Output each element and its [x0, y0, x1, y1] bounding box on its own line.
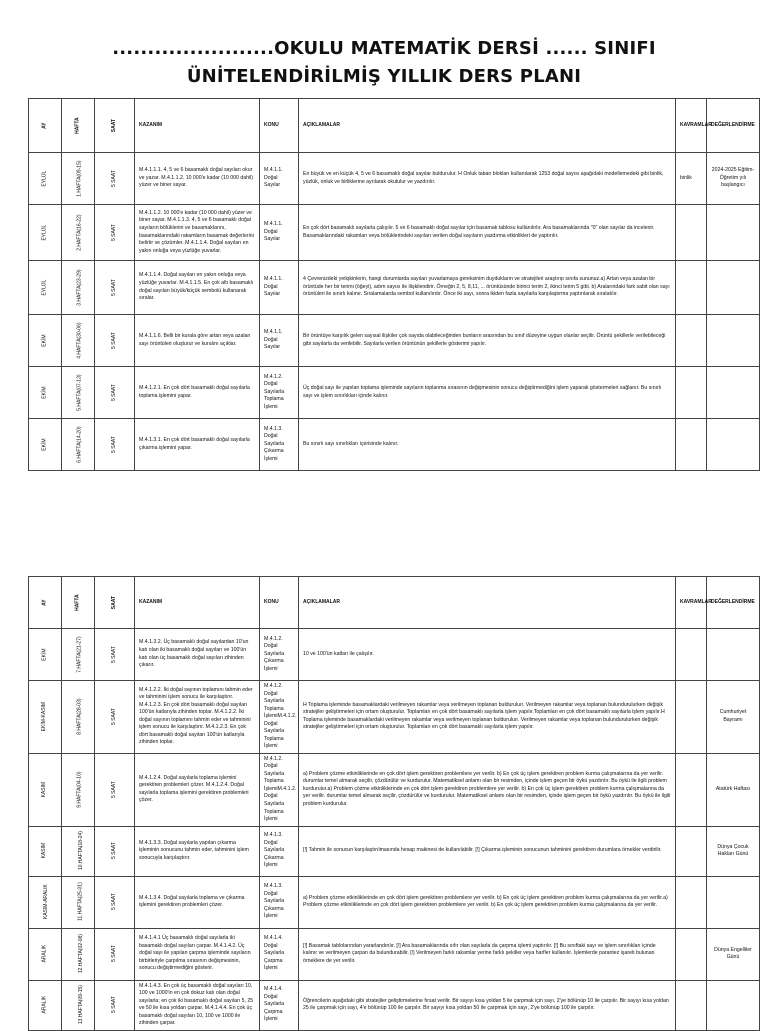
- hours-cell: 5 SAAT: [95, 928, 135, 980]
- evaluation-cell: [707, 629, 760, 681]
- outcome-cell: M.4.1.3.3. Doğal sayılarla yapılan çıkarma işleminin sonucunu tahmin eder, tahminini işlem sonucuyla karşılaştırır.: [135, 826, 260, 876]
- week-cell: 10.HAFTA(18-24): [62, 826, 95, 876]
- month-cell: EKİM: [29, 367, 62, 419]
- plan-table-1: [28, 98, 760, 471]
- month-cell: ARALIK: [29, 928, 62, 980]
- explanation-cell: Bir örüntüye karşılık gelen sayısal ilişkiler çok sayıda olabileceğinden bunların arasından bu sınıf düzeyine uygun olanlar seçilir. Örüntü şekillerle verilebileceği gibi sayılarla da verilebilir. Sayılarla verilen örüntünün şekillerle gösterimi yapılır.: [299, 315, 676, 367]
- header-konu: KONU: [260, 577, 299, 629]
- table-row: [29, 205, 760, 261]
- evaluation-cell: [707, 419, 760, 471]
- table-row: [29, 928, 760, 980]
- hours-cell: 5 SAAT: [95, 153, 135, 205]
- table-row: [29, 315, 760, 367]
- week-cell: 13.HAFTA(09-15): [62, 980, 95, 1030]
- week-cell: 11.HAFTA(25-01): [62, 876, 95, 928]
- month-cell: EKİM: [29, 629, 62, 681]
- outcome-cell: M.4.1.1.6. Belli bir kurala göre artan veya azalan sayı örüntüleri oluşturur ve kuralını açıklar.: [135, 315, 260, 367]
- concepts-cell: [676, 826, 707, 876]
- table-row: [29, 367, 760, 419]
- hours-cell: 5 SAAT: [95, 681, 135, 754]
- week-cell: 4.HAFTA(30-06): [62, 315, 95, 367]
- evaluation-cell: 2024-2025 Eğitim-Öğretim yılı başlangıcı: [707, 153, 760, 205]
- month-cell: EKİM-KASIM: [29, 681, 62, 754]
- table-row: [29, 876, 760, 928]
- week-cell: 7.HAFTA(21-27): [62, 629, 95, 681]
- outcome-cell: M.4.1.2.1. En çok dört basamaklı doğal sayılarla toplama işlemini yapar.: [135, 367, 260, 419]
- evaluation-cell: Dünya Çocuk Hakları Günü: [707, 826, 760, 876]
- evaluation-cell: [707, 980, 760, 1030]
- topic-cell: M.4.1.2. Doğal Sayılarla Çıkarma İşlemi: [260, 629, 299, 681]
- explanation-cell: En büyük ve en küçük 4, 5 ve 6 basamaklı doğal sayılar buldurulur. H Onluk taban blokları kullanılarak 1253 doğal sayısı aşağıdaki modellemedeki gibi binlik, yüzlük, onluk ve birliklerine ayrılarak okutulur ve yazdırılır.: [299, 153, 676, 205]
- hours-cell: 5 SAAT: [95, 315, 135, 367]
- week-cell: 2.HAFTA(16-22): [62, 205, 95, 261]
- header-ay: AY: [29, 577, 62, 629]
- topic-cell: M.4.1.3. Doğal Sayılarla Çıkarma İşlemi: [260, 826, 299, 876]
- topic-cell: M.4.1.4. Doğal Sayılarla Çarpma İşlemi: [260, 980, 299, 1030]
- week-cell: 12.HAFTA(02-08): [62, 928, 95, 980]
- evaluation-cell: [707, 367, 760, 419]
- hours-cell: 5 SAAT: [95, 419, 135, 471]
- explanation-cell: 10 ve 100'ün katları ile çalışılır.: [299, 629, 676, 681]
- topic-cell: M.4.1.2. Doğal Sayılarla Toplama İşlemi: [260, 367, 299, 419]
- hours-cell: 5 SAAT: [95, 753, 135, 826]
- table-row: [29, 261, 760, 315]
- outcome-cell: M.4.1.3.4. Doğal sayılarla toplama ve çıkarma işlemini gerektiren problemleri çözer.: [135, 876, 260, 928]
- topic-cell: M.4.1.2. Doğal Sayılarla Toplama İşlemiM.4.1.2. Doğal Sayılarla Toplama İşlemi: [260, 753, 299, 826]
- table-row: [29, 826, 760, 876]
- month-cell: EYLÜL: [29, 205, 62, 261]
- concepts-cell: [676, 367, 707, 419]
- explanation-cell: [!] Basamak tablolarından yararlandırılır. [!] Ara basamaklarında sıfır olan sayılarla da çarpma işlemi yaptırılır. [!] Bu sınıftaki sayı ve işlem sınırlıkları içinde kalınır ve verilmeyen çarpan da bulundurabilir. [!] Verilmeyen farklı rakamlar yerine farklı şekiller veya harfler kullanılır. İşlemlerde parantez işareti bulunan örneklere de yer verilir.: [299, 928, 676, 980]
- table-row: [29, 153, 760, 205]
- header-hafta: HAFTA: [62, 577, 95, 629]
- table-row: [29, 629, 760, 681]
- hours-cell: 5 SAAT: [95, 261, 135, 315]
- header-aciklamalar: AÇIKLAMALAR: [299, 99, 676, 153]
- header-degerlendirme: DEĞERLENDİRME: [707, 577, 760, 629]
- outcome-cell: M.4.1.1.1. 4, 5 ve 6 basamaklı doğal sayıları okur ve yazar. M.4.1.1.2. 10 000'e kadar (10 000 dahil) yüzer ve biner sayar.: [135, 153, 260, 205]
- topic-cell: M.4.1.2. Doğal Sayılarla Toplama İşlemiM.4.1.2. Doğal Sayılarla Toplama İşlemi: [260, 681, 299, 754]
- hours-cell: 5 SAAT: [95, 826, 135, 876]
- concepts-cell: [676, 315, 707, 367]
- outcome-cell: M.4.1.1.2. 10 000'e kadar (10 000 dahil) yüzer ve biner sayar. M.4.1.1.3. 4, 5 ve 6 basamaklı doğal sayıların bölüklerini ve basamaklarını, basamaklarındaki rakamların basamak değerlerini belirtir ve çözümler. M.4.1.1.4. Doğal sayıları en yakın onluğa veya yüzlüğe yuvarlar.: [135, 205, 260, 261]
- hours-cell: 5 SAAT: [95, 205, 135, 261]
- month-cell: ARALIK: [29, 980, 62, 1030]
- topic-cell: M.4.1.1. Doğal Sayılar: [260, 205, 299, 261]
- concepts-cell: binlik: [676, 153, 707, 205]
- header-kavramlar: KAVRAMLAR: [676, 577, 707, 629]
- topic-cell: M.4.1.1. Doğal Sayılar: [260, 261, 299, 315]
- hours-cell: 5 SAAT: [95, 876, 135, 928]
- explanation-cell: 4 Çevrenizdeki yetişkinlerin, hangi durumlarda sayıları yuvarlamaya gereksinim duydukların ve stratejileri araştırıp sınıfa sununuz.a) Artan veya azalan bir örüntüde her bir terimi (öğeyi), adım sayısı ile ilişkilendirir. Örneğin 2, 5, 8,11, ... örüntüsünde birinci terim 2, ikinci terim 5 gibi. b) Aralarındaki fark sabit olan sayı örüntüleri ile sınırlı kalınır. Sıralamalarda sembol kullanılırdır. Önce iki sayı, sonra ikiden fazla sayılarla karşılaştırma yaptırılarak sıralatılır.: [299, 261, 676, 315]
- header-saat: SAAT: [95, 577, 135, 629]
- outcome-cell: M.4.1.1.4. Doğal sayıları en yakın onluğa veya yüzlüğe yuvarlar. M.4.1.1.5. En çok altı basamaklı doğal sayıları büyük/küçük sembolü kullanarak sıralar.: [135, 261, 260, 315]
- outcome-cell: M.4.1.3.2. Üç basamaklı doğal sayılardan 10'un katı olan iki basamaklı doğal sayıları ve 100'ün katı olan üç basamaklı doğal sayıları zihinden çıkarır.: [135, 629, 260, 681]
- month-cell: EKİM: [29, 315, 62, 367]
- table-row: [29, 419, 760, 471]
- topic-cell: M.4.1.3. Doğal Sayılarla Çıkarma İşlemi: [260, 419, 299, 471]
- week-cell: 6.HAFTA(14-20): [62, 419, 95, 471]
- hours-cell: 5 SAAT: [95, 629, 135, 681]
- header-kazanim: KAZANIM: [135, 99, 260, 153]
- plan-table-2: [28, 576, 760, 1031]
- outcome-cell: M.4.1.4.3. En çok üç basamaklı doğal sayıları 10, 100 ve 1000'in en çok dokuz katı olan doğal sayılarla; en çok iki basamaklı doğal sayıları 5, 25 ve 50 ile kısa yoldan çarpar. M.4.1.4.4. En çok üç basamaklı doğal sayıları 10, 100 ve 1000 ile zihinden çarpar.: [135, 980, 260, 1030]
- header-ay: AY: [29, 99, 62, 153]
- month-cell: EYLÜL: [29, 153, 62, 205]
- topic-cell: M.4.1.3. Doğal Sayılarla Çıkarma İşlemi: [260, 876, 299, 928]
- week-cell: 8.HAFTA(28-03): [62, 681, 95, 754]
- table-row: [29, 681, 760, 754]
- document-title-line2: ÜNİTELENDİRİLMİŞ YILLIK DERS PLANI: [186, 66, 582, 87]
- explanation-cell: En çok dört basamaklı sayılarla çalışılır. 5 ve 6 basamaklı doğal sayılar için basamak tablosu kullanılırlır. Ara basamaklarında "0" olan sayılar da incelenir. Basamaklarındaki rakamları veya bölüklerindeki sayıları verilen doğal sayıların yazdırma etkinlikleri de yaptırılır.: [299, 205, 676, 261]
- topic-cell: M.4.1.1. Doğal Sayılar: [260, 153, 299, 205]
- header-aciklamalar: AÇIKLAMALAR: [299, 577, 676, 629]
- concepts-cell: [676, 629, 707, 681]
- month-cell: EKİM: [29, 419, 62, 471]
- explanation-cell: H Toplama işleminde basamaklardaki verilmeyen rakamlar veya verilmeyen toplanan bulduruluır. Verilmeyen rakamlar veya toplanan bulundurulurken değişik stratejiler geliştirmeleri için ortam oluşturulur. Toplamları en çok dört basamaklı sayılarla işlem yapılır.Toplamları en çok dört basamaklı sayılarla işlem yapılır.H Toplama işleminde basamaklardaki verilmeyen rakamlar veya verilmeyen toplanan bulduruluır. Verilmeyen rakamlar veya toplanan bulundurulurken değişik stratejiler geliştirmeleri için ortam oluşturulur. Toplamları en çok dört basamaklı sayılarla işlem yapılır.: [299, 681, 676, 754]
- header-konu: KONU: [260, 99, 299, 153]
- week-cell: 9.HAFTA(04-10): [62, 753, 95, 826]
- outcome-cell: M.4.1.3.1. En çok dört basamaklı doğal sayılarla çıkarma işlemini yapar.: [135, 419, 260, 471]
- explanation-cell: Öğrencilerin aşağıdaki gibi stratejiler geliştirmelerine fırsat verilir. Bir sayıyı kısa yoldan 5 ile çarpmak için sayı, 2'ye bölünüp 10 ile çarpılır. Bir sayıyı kısa yoldan 25 ile çarpmak için sayı, 4'e bölünüp 100 ile çarpılır. Bir sayıyı kısa yoldan 50 ile çarpmak için sayı, 2'ye bölünüp 100 ile çarpılır.: [299, 980, 676, 1030]
- explanation-cell: Bu sınırlı sayı sınırlıkları içerisinde kalınır.: [299, 419, 676, 471]
- month-cell: KASIM: [29, 826, 62, 876]
- evaluation-cell: [707, 876, 760, 928]
- concepts-cell: [676, 419, 707, 471]
- concepts-cell: [676, 681, 707, 754]
- outcome-cell: M.4.1.4.1 Üç basamaklı doğal sayılarla iki basamaklı doğal sayıları çarpar. M.4.1.4.2. Üç doğal sayı ile yapılan çarpma işleminde sayıların birbirleriyle çarpılma sırasının değişmesinin, sonucu değiştirmediğini gösterir.: [135, 928, 260, 980]
- month-cell: KASIM-ARALIK: [29, 876, 62, 928]
- hours-cell: 5 SAAT: [95, 980, 135, 1030]
- concepts-cell: [676, 928, 707, 980]
- header-saat: SAAT: [95, 99, 135, 153]
- week-cell: 1.HAFTA(09-15): [62, 153, 95, 205]
- topic-cell: M.4.1.1. Doğal Sayılar: [260, 315, 299, 367]
- month-cell: KASIM: [29, 753, 62, 826]
- explanation-cell: a) Problem çözme etkinliklerinde en çok dört işlem gerektiren problemlere yer verilir. b) En çok üç işlem gerektiren problem kurma çalışmalarına da yer verilir.a) Problem çözme etkinliklerinde en çok dört işlem gerektiren problemlere yer verilir. b) En çok üç işlem gerektiren problem kurma çalışmalarına da yer verilir.: [299, 876, 676, 928]
- concepts-cell: [676, 876, 707, 928]
- outcome-cell: M.4.1.2.2. İki doğal sayının toplamını tahmin eder ve tahminini işlem sonucu ile karşılaştırır. M.4.1.2.3. En çok dört basamaklı doğal sayıları 100'ün katlarıyla zihinden toplar. M.4.1.2.2. İki doğal sayının toplamını tahmin eder ve tahminini işlem sonucu ile karşılaştırır. M.4.1.2.3. En çok dört basamaklı doğal sayıları 100'ün katlarıyla zihinden toplar.: [135, 681, 260, 754]
- evaluation-cell: [707, 205, 760, 261]
- explanation-cell: a) Problem çözme etkinliklerinde en çok dört işlem gerektiren problemlere yer verilir. b) En çok üç işlem gerektiren problem kurma çalışmalarına da yer verilir. durumlar temel almarak seçilir, çözdürülür ve kurdurulur. Matematiksel anlamı olan bir resimden, içinde işlem geçen bir öykü yazdırılır. Bu öykü ile ilgili problem kurdurulur.a) Problem çözme etkinliklerinde en çok dört işlem gerektiren problemlere yer verilir. b) En çok üç işlem gerektiren problem kurma çalışmalarına da yer verilir. durumlar temel almarak seçilir, çözdürülür ve kurdurulur. Matematiksel anlamı olan bir resimden, içinde işlem geçen bir öykü yazdırılır. Bu öykü ile ilgili problem kurdurulur.: [299, 753, 676, 826]
- outcome-cell: M.4.1.2.4. Doğal sayılarla toplama işlemini gerektiren problemleri çözer. M.4.1.2.4. Doğal sayılarla toplama işlemini gerektiren problemleri çözer.: [135, 753, 260, 826]
- hours-cell: 5 SAAT: [95, 367, 135, 419]
- header-kavramlar: KAVRAMLAR: [676, 99, 707, 153]
- concepts-cell: [676, 261, 707, 315]
- evaluation-cell: Dünya Engelliler Günü: [707, 928, 760, 980]
- header-kazanim: KAZANIM: [135, 577, 260, 629]
- evaluation-cell: [707, 261, 760, 315]
- table-row: [29, 753, 760, 826]
- concepts-cell: [676, 980, 707, 1030]
- topic-cell: M.4.1.4. Doğal Sayılarla Çarpma İşlemi: [260, 928, 299, 980]
- explanation-cell: Üç doğal sayı ile yapılan toplama işleminde sayıların toplanma sırasının değişmesinin sonucu değiştirmediğini işlem yaparak göstermeleri sağlanır. Bu sınırlı sayı ve işlem sınırlıkları içinde kalınır.: [299, 367, 676, 419]
- header-degerlendirme: DEĞERLENDİRME: [707, 99, 760, 153]
- header-hafta: HAFTA: [62, 99, 95, 153]
- explanation-cell: [!] Tahmin ile sonucun karşılaştırılmasında hesap makinesi de kullanılabilir. [!] Çıkarma işleminin sonucunun tahminini gerektiren durumlara örnekler verdirilir.: [299, 826, 676, 876]
- week-cell: 5.HAFTA(07-13): [62, 367, 95, 419]
- document-title-line1: .......................OKULU MATEMATİK DERSİ ...... SINIFI: [112, 38, 656, 59]
- evaluation-cell: Atatürk Haftası: [707, 753, 760, 826]
- week-cell: 3.HAFTA(23-29): [62, 261, 95, 315]
- month-cell: EYLÜL: [29, 261, 62, 315]
- concepts-cell: [676, 205, 707, 261]
- evaluation-cell: [707, 315, 760, 367]
- evaluation-cell: Cumhuriyet Bayramı: [707, 681, 760, 754]
- concepts-cell: [676, 753, 707, 826]
- table-row: [29, 980, 760, 1030]
